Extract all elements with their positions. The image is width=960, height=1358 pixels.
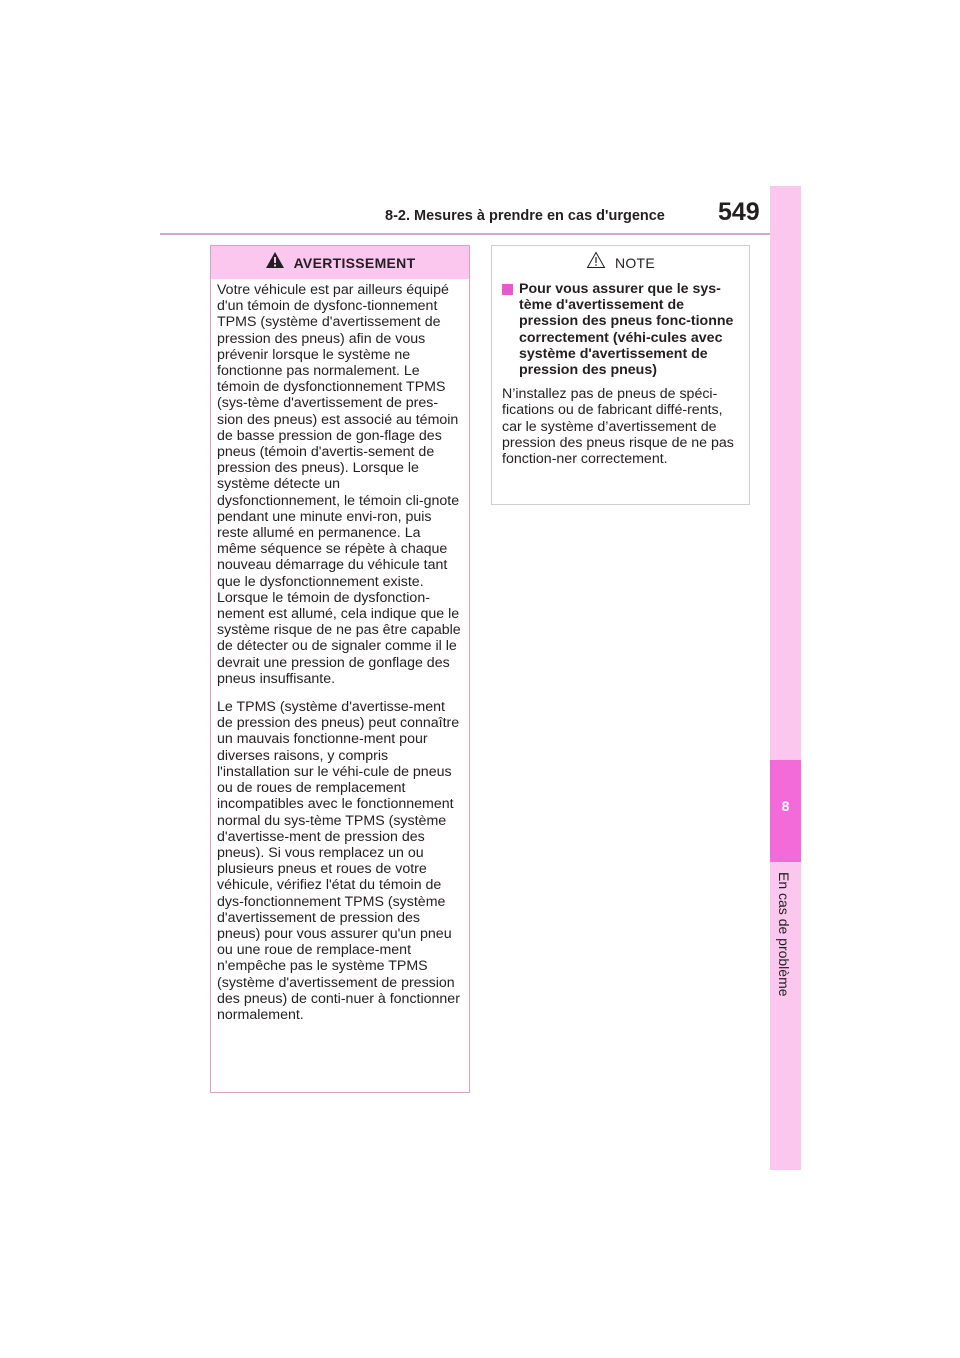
chapter-side-tab [770,186,801,1170]
warning-body [211,279,469,1023]
note-box [491,245,750,505]
note-header [492,246,749,279]
note-heading-text: Pour vous assurer que le sys-tème d'avertissement de pression des pneus fonc-tionne correctement (véhi-cules avec système d'avertissement de pression des pneus) [519,281,734,379]
caution-triangle-icon [586,251,606,274]
page-number: 549 [718,198,760,226]
warning-paragraph-1: Votre véhicule est par ailleurs équipé d'un témoin de dysfonc-tionnement TPMS (système d'avertissement de pression des pneus) afin de vous prévenir lorsque le système ne fonctionne pas normalement. Le témoin de dysfonctionnement TPMS (sys-tème d'avertissement de pres-sion des pneus) est associé au témoin de basse pression de gon-flage des pneus (témoin d'avertis-sement de pression des pneus). Lorsque le système détecte un dysfonctionnement, le témoin cli-gnote pendant une minute envi-ron, puis reste allumé en permanence. La même séquence se répète à chaque nouveau démarrage du véhicule tant que le dysfonctionnement existe. Lorsque le témoin de dysfonction-nement est allumé, cela indique que le système risque de ne pas être capable de détecter ou de signaler comme il le devrait une pression de gonflage des pneus insuffisante. [217,282,461,687]
chapter-title: En cas de problème [776,872,792,997]
header-rule [160,233,770,235]
warning-header [211,246,469,279]
square-bullet-icon [502,284,513,295]
note-heading [502,281,741,378]
section-title: 8-2. Mesures à prendre en cas d'urgence [385,208,665,224]
note-label: NOTE [614,254,656,271]
note-body [492,279,749,467]
warning-box [210,245,470,1093]
warning-paragraph-2: Le TPMS (système d'avertisse-ment de pression des pneus) peut connaître un mauvais fonctionne-ment pour diverses raisons, y compris l'installation sur le véhi-cule de pneus ou de roues de remplacement incompatibles avec le fonctionnement normal du sys-tème TPMS (système d'avertisse-ment de pression des pneus). Si vous remplacez un ou plusieurs pneus et roues de votre véhicule, vérifiez l'état du témoin de dys-fonctionnement TPMS (système d'avertissement de pression des pneus) pour vous assurer qu'un pneu ou une roue de remplace-ment n'empêche pas le système TPMS (système d'avertissement de pression des pneus) de conti-nuer à fonctionner normalement. [217,699,460,1023]
warning-triangle-icon [265,251,285,274]
note-paragraph: N’installez pas de pneus de spéci-fications ou de fabricant diffé-rents, car le système d’avertissement de pression des pneus risque de ne pas fonction-ner correctement. [502,386,734,468]
warning-label: AVERTISSEMENT [293,254,416,271]
chapter-number: 8 [781,798,790,814]
